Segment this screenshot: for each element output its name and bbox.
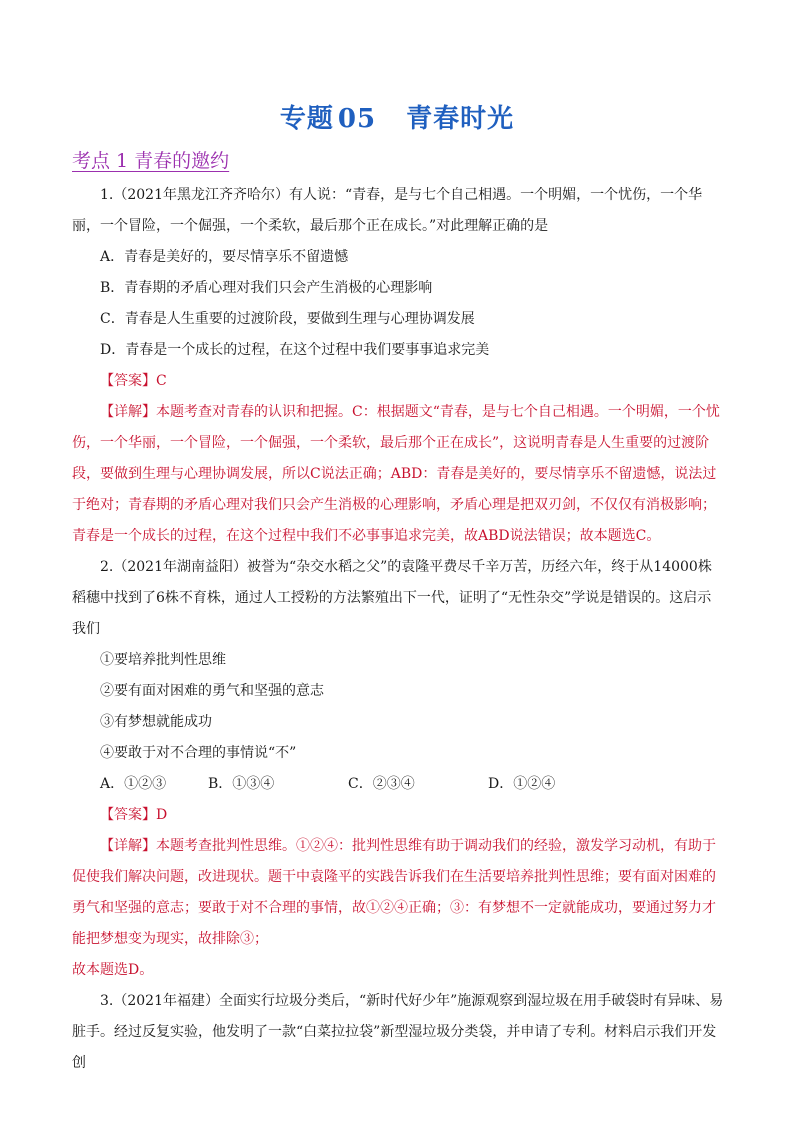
page-title <box>0 98 794 135</box>
q2-answer <box>72 800 724 831</box>
q2-conclusion: 故本题选D。 <box>72 962 154 978</box>
q2-options <box>72 769 724 800</box>
q1-answer <box>72 366 724 397</box>
q1-detail-tag: 【详解】 <box>100 404 156 420</box>
q2-item-2: ②要有面对困难的勇气和坚强的意志 <box>100 683 324 699</box>
q2-detail <box>72 831 724 955</box>
q1-answer-tag: 【答案】 <box>100 373 156 389</box>
q1-option-b: B．青春期的矛盾心理对我们只会产生消极的心理影响 <box>100 280 433 296</box>
q2-stem: 2.（2021年湖南益阳）被誉为“杂交水稻之父”的袁隆平费尽千辛万苦，历经六年，终于从14000株稻穗中找到了6株不育株，通过人工授粉的方法繁殖出下一代，证明了“无性杂交”学说是错误的。这启示我们 <box>72 559 712 637</box>
q3-stem: 3.（2021年福建）全面实行垃圾分类后，“新时代好少年”施源观察到湿垃圾在用手破袋时有异味、易脏手。经过反复实验，他发明了一款“白菜拉拉袋”新型湿垃圾分类袋，并申请了专利。材料启示我们开发创 <box>72 993 724 1071</box>
q1-detail <box>72 397 724 552</box>
q2-answer-tag: 【答案】 <box>100 807 156 823</box>
title-name: 青春时光 <box>406 104 515 134</box>
content-body <box>72 180 724 1079</box>
section-heading: 考点 1 青春的邀约 <box>72 150 230 172</box>
q1-option-d: D．青春是一个成长的过程，在这个过程中我们要事事追求完美 <box>100 342 490 358</box>
q2-item-1: ①要培养批判性思维 <box>100 652 226 668</box>
title-number: 05 <box>337 104 377 134</box>
q2-item-4: ④要敢于对不合理的事情说“不” <box>100 745 297 761</box>
q1-answer-value: C <box>156 373 167 389</box>
q1-option-c: C．青春是人生重要的过渡阶段，要做到生理与心理协调发展 <box>100 311 475 327</box>
q2-item-3: ③有梦想就能成功 <box>100 714 212 730</box>
q2-detail-tag: 【详解】 <box>100 838 156 854</box>
q1-option-a: A．青春是美好的，要尽情享乐不留遗憾 <box>100 249 349 265</box>
q2-option-a: A．①②③ <box>100 776 167 792</box>
q2-option-c: C．②③④ <box>348 776 415 792</box>
q2-detail-text: 本题考查批判性思维。①②④：批判性思维有助于调动我们的经验，激发学习动机，有助于促使我们解决问题，改进现状。题干中袁隆平的实践告诉我们在生活要培养批判性思维；要有面对困难的勇气和坚强的意志；要敢于对不合理的事情，故①②④正确；③：有梦想不一定就能成功，要通过努力才能把梦想变为现实，故排除③； <box>72 838 716 947</box>
q2-option-d: D．①②④ <box>488 776 556 792</box>
q2-answer-value: D <box>156 807 168 823</box>
title-prefix: 专题 <box>279 104 334 134</box>
q1-detail-text: 本题考查对青春的认识和把握。C：根据题文“青春，是与七个自己相遇。一个明媚，一个忧伤，一个华丽，一个冒险，一个倔强，一个柔软，最后那个正在成长”，这说明青春是人生重要的过渡阶段，要做到生理与心理协调发展，所以C说法正确；ABD：青春是美好的，要尽情享乐不留遗憾，说法过于绝对；青春期的矛盾心理对我们只会产生消极的心理影响，矛盾心理是把双刃剑，不仅仅有消极影响；青春是一个成长的过程，在这个过程中我们不必事事追求完美，故ABD说法错误；故本题选C。 <box>72 404 720 544</box>
q1-stem: 1.（2021年黑龙江齐齐哈尔）有人说：“青春，是与七个自己相遇。一个明媚，一个忧伤，一个华丽，一个冒险，一个倔强，一个柔软，最后那个正在成长。”对此理解正确的是 <box>72 187 703 234</box>
q2-option-b: B．①③④ <box>208 776 275 792</box>
